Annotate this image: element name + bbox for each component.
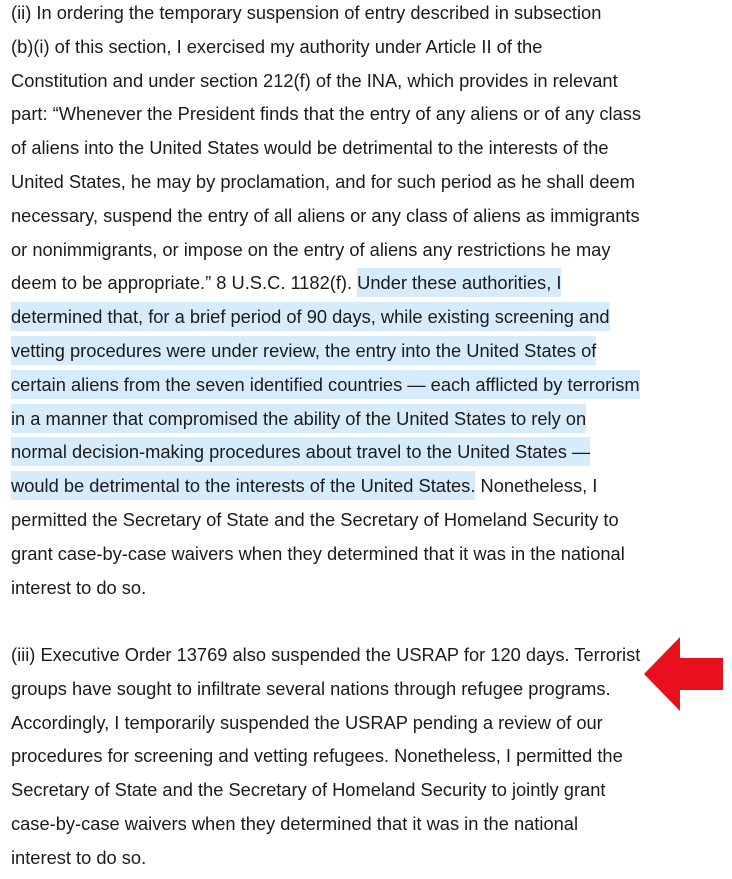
arrow-left-icon (644, 637, 724, 711)
text-line (11, 101, 641, 135)
line-text: (iii) Executive Order 13769 also suspended the USRAP for 120 days. Terrorist (11, 644, 641, 665)
line-text: Nonetheless, I (475, 475, 598, 497)
highlighted-text: determined that, for a brief period of 90 days, while existing screening and (11, 302, 610, 331)
line-text: grant case-by-case waivers when they determined that it was in the national (11, 542, 625, 564)
text-line (11, 372, 640, 406)
highlighted-text: certain aliens from the seven identified countries — each afflicted by terrorism (11, 370, 640, 399)
text-line (11, 710, 603, 744)
line-text: of aliens into the United States would be detrimental to the interests of the (11, 137, 609, 159)
line-text: or nonimmigrants, or impose on the entry of aliens any restrictions he may (11, 238, 611, 260)
line-text: interest to do so. (11, 576, 147, 598)
highlighted-text: normal decision-making procedures about travel to the United States — (11, 437, 590, 466)
line-text: interest to do so. (11, 846, 147, 868)
line-text: permitted the Secretary of State and the Secretary of Homeland Security to (11, 509, 619, 530)
text-line (11, 439, 590, 473)
line-text: (ii) In ordering the temporary suspension of entry described in subsection (11, 2, 602, 23)
line-text: Constitution and under section 212(f) of the INA, which provides in relevant (11, 69, 618, 91)
text-line (11, 406, 586, 440)
line-text: case-by-case waivers when they determined that it was in the national (11, 813, 579, 834)
text-line (11, 541, 625, 575)
highlighted-text: vetting procedures were under review, the entry into the United States of (11, 336, 596, 365)
text-line (11, 135, 609, 169)
highlighted-text: Under these authorities, I (357, 268, 561, 297)
line-text: United States, he may by proclamation, and for such period as he shall deem (11, 171, 635, 192)
line-text: deem to be appropriate.” 8 U.S.C. 1182(f). (11, 272, 358, 294)
line-text: part: “Whenever the President finds that the entry of any aliens or of any class (11, 103, 642, 125)
text-line (11, 575, 146, 609)
text-line (11, 34, 542, 68)
highlighted-text: would be detrimental to the interests of the United States. (11, 471, 475, 500)
text-line (11, 237, 611, 271)
text-line (11, 169, 635, 203)
text-line (11, 338, 596, 372)
text-line (11, 845, 146, 879)
text-line (11, 507, 619, 541)
line-text: necessary, suspend the entry of all aliens or any class of aliens as immigrants (11, 204, 640, 226)
text-line (11, 777, 605, 811)
text-line (11, 473, 597, 507)
text-line (11, 0, 601, 34)
text-line (11, 743, 623, 777)
line-text: Secretary of State and the Secretary of Homeland Security to jointly grant (11, 779, 606, 801)
line-text: groups have sought to infiltrate several nations through refugee programs. (11, 677, 611, 699)
text-line (11, 304, 610, 338)
highlighted-text: in a manner that compromised the ability of the United States to rely on (11, 404, 586, 433)
text-line (11, 270, 561, 304)
line-text: procedures for screening and vetting refugees. Nonetheless, I permitted the (11, 745, 623, 767)
text-line (11, 203, 640, 237)
line-text: (b)(i) of this section, I exercised my authority under Article II of the (11, 35, 543, 57)
text-line (11, 676, 611, 710)
text-line (11, 811, 578, 845)
text-line (11, 68, 618, 102)
line-text: Accordingly, I temporarily suspended the USRAP pending a review of our (11, 711, 603, 733)
text-line (11, 642, 640, 676)
